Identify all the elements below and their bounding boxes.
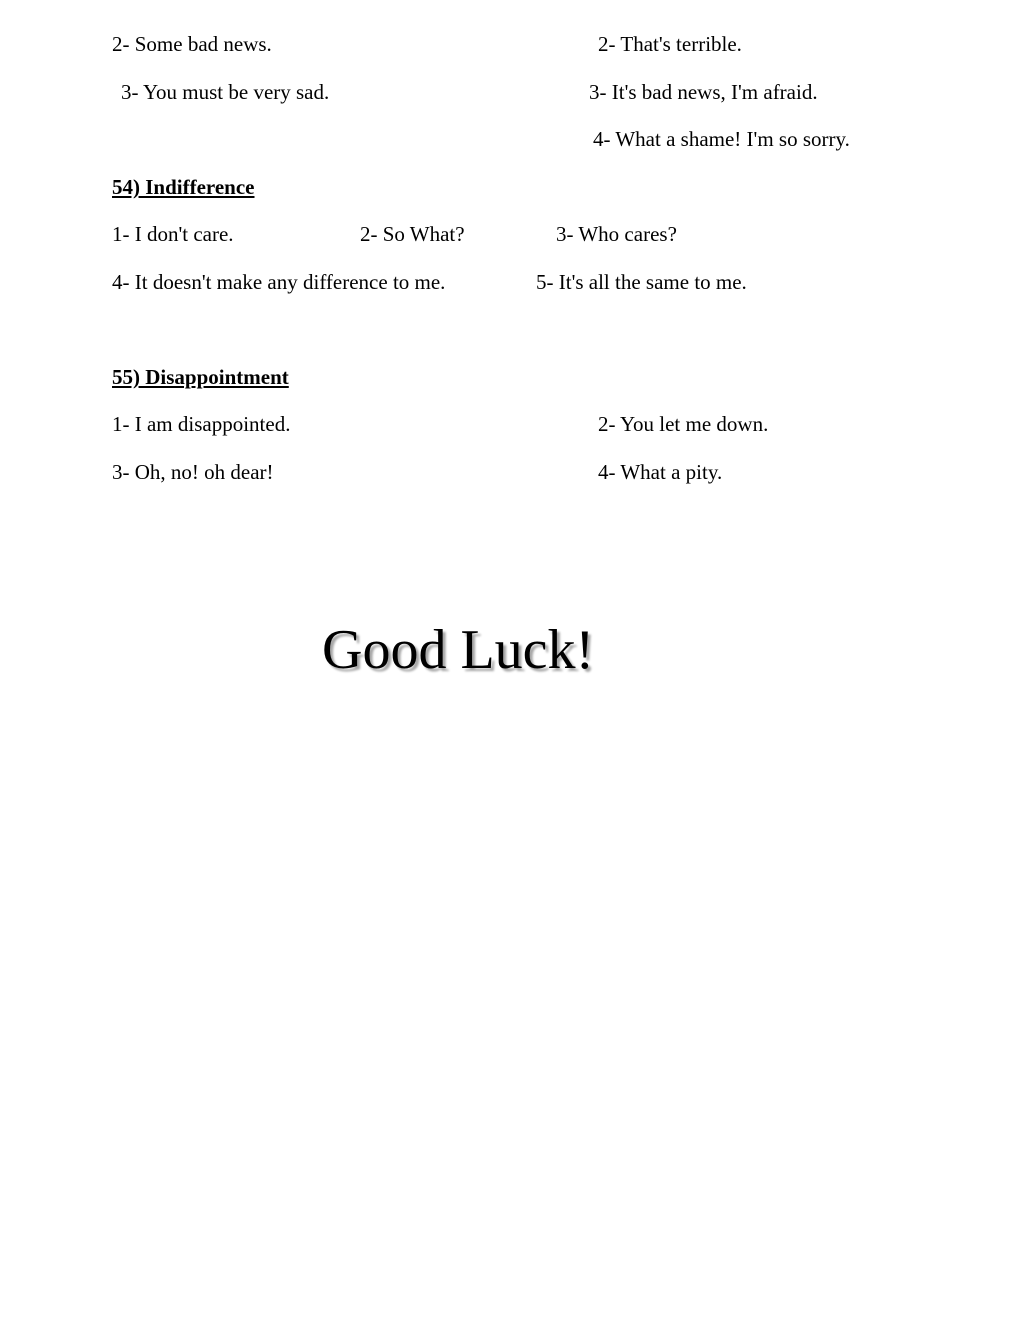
phrase-i-dont-care: 1- I don't care. bbox=[112, 222, 234, 246]
phrase-oh-no-oh-dear: 3- Oh, no! oh dear! bbox=[112, 460, 274, 484]
phrase-what-a-pity: 4- What a pity. bbox=[598, 460, 723, 484]
phrase-some-bad-news: 2- Some bad news. bbox=[112, 32, 272, 56]
phrase-its-bad-news: 3- It's bad news, I'm afraid. bbox=[589, 80, 818, 104]
phrase-all-the-same: 5- It's all the same to me. bbox=[536, 270, 747, 294]
phrase-you-must-be-very-sad: 3- You must be very sad. bbox=[121, 80, 330, 104]
heading-indifference: 54) Indifference bbox=[112, 175, 255, 199]
heading-disappointment: 55) Disappointment bbox=[112, 365, 289, 389]
good-luck-closing: Good Luck! bbox=[322, 619, 595, 681]
phrase-no-difference: 4- It doesn't make any difference to me. bbox=[112, 270, 446, 294]
phrase-i-am-disappointed: 1- I am disappointed. bbox=[112, 412, 291, 436]
phrase-thats-terrible: 2- That's terrible. bbox=[598, 32, 742, 56]
phrase-you-let-me-down: 2- You let me down. bbox=[598, 412, 769, 436]
phrase-what-a-shame: 4- What a shame! I'm so sorry. bbox=[593, 127, 850, 151]
phrase-so-what: 2- So What? bbox=[360, 222, 465, 246]
phrase-who-cares: 3- Who cares? bbox=[556, 222, 677, 246]
